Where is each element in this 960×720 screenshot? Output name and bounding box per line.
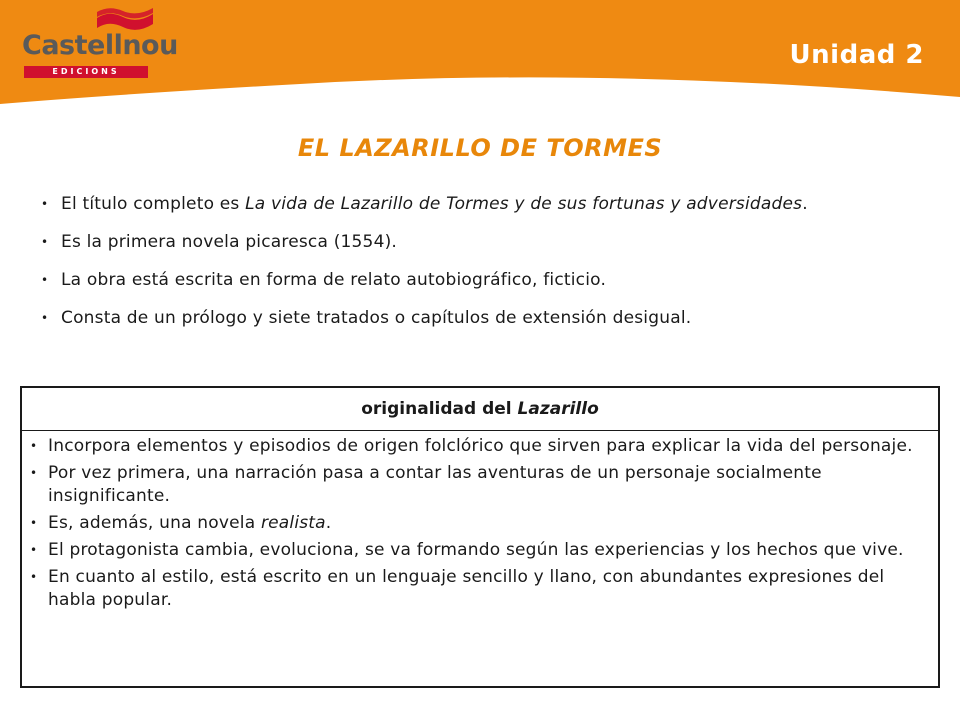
heading-text: originalidad del [361,399,518,419]
unit-title: Unidad 2 [789,40,924,70]
intro-list [40,192,920,344]
castellnou-logo [18,8,178,76]
book-title: La vida de Lazarillo de Tormes y de sus fortunas y adversidades [245,194,803,214]
list-item: • El protagonista cambia, evoluciona, se va formando según las experiencias y los hechos que vive. [30,539,930,562]
list-item: • Es la primera novela picaresca (1554). [40,230,920,254]
list-item: • Consta de un prólogo y siete tratados o capítulos de extensión desigual. [40,306,920,330]
list-item: • Incorpora elementos y episodios de origen folclórico que sirven para explicar la vida del personaje. [30,435,930,458]
box-heading [22,388,938,431]
heading-italic: Lazarillo [517,399,599,419]
logo-text: Castellnou [22,30,178,61]
originality-box [20,386,940,688]
list-item: • Por vez primera, una narración pasa a contar las aventuras de un personaje socialmente insignificante. [30,462,930,508]
item-text: Es, además, una novela [48,513,261,533]
box-list [22,431,938,612]
item-text: . [802,194,808,214]
list-item: • La obra está escrita en forma de relato autobiográfico, ficticio. [40,268,920,292]
page-title: EL LAZARILLO DE TORMES [297,134,663,162]
list-item [40,192,920,216]
logo-subtitle: EDICIONS [24,66,148,78]
list-item [30,512,930,535]
item-text: El título completo es [61,194,246,214]
list-item: • En cuanto al estilo, está escrito en un lenguaje sencillo y llano, con abundantes expresiones del habla popular. [30,566,930,612]
item-text: . [325,513,332,533]
emphasis: realista [260,513,326,533]
